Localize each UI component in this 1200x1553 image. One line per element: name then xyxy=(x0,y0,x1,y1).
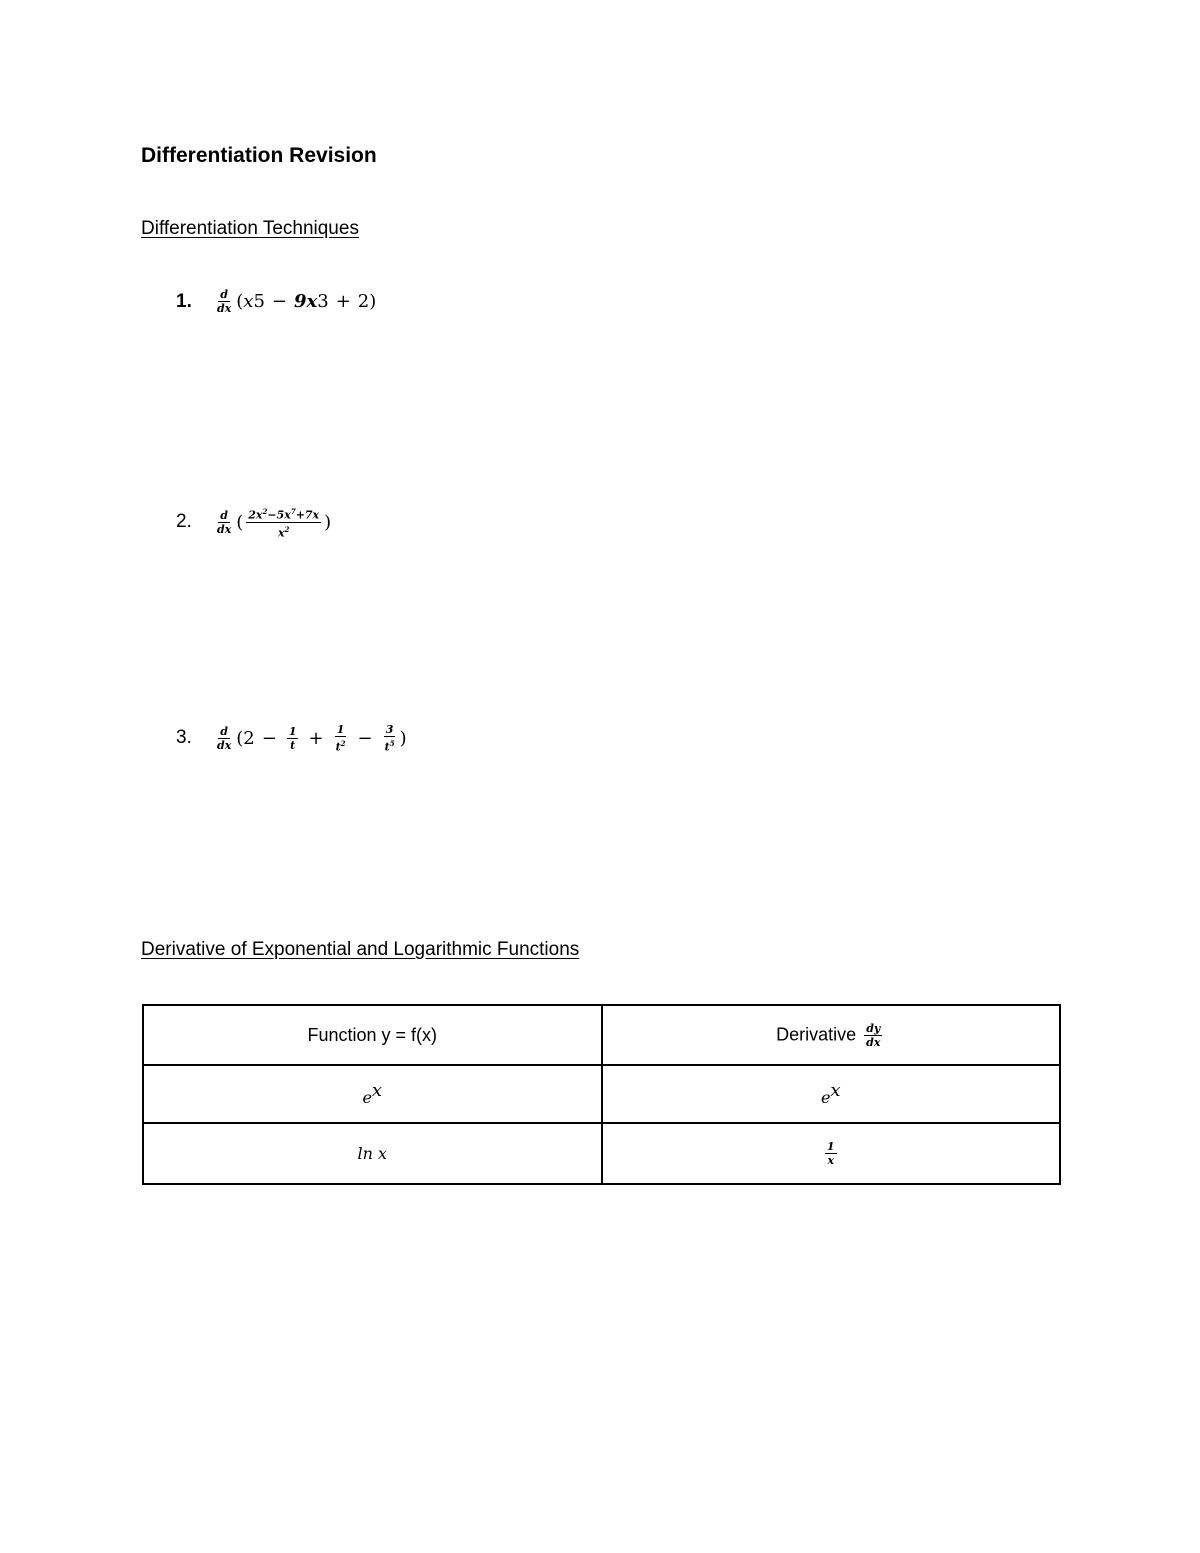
section-heading-techniques: Differentiation Techniques xyxy=(141,218,359,239)
rational-expression: $\frac{2x^2-5x^7+7x}{x^2}$ xyxy=(248,507,320,540)
problem-1: 1. $\frac{d}{dx}$ ( x 5 − 9x 3 + 2 ) xyxy=(176,288,377,315)
section-heading-exp-log: Derivative of Exponential and Logarithmic Functions xyxy=(141,939,580,960)
page-title: Differentiation Revision xyxy=(141,144,377,167)
derivative-operator: $\frac{d}{dx}$ xyxy=(217,288,232,315)
problem-3: 3. $\frac{d}{dx}$ (2 − $\frac{1}{t}$ + $\frac{1}{t^2}$ − $\frac{3}{t^5}$ ) xyxy=(176,723,407,754)
derivative-operator: $\frac{d}{dx}$ xyxy=(217,724,232,752)
table-header-row: Function y = f(x) Derivative $\frac{dy}{dx}$ xyxy=(143,1005,1060,1065)
derivatives-table xyxy=(142,1004,1061,1185)
problem-2: 2. $\frac{d}{dx}$ ( $\frac{2x^2-5x^7+7x}{x^2}$ ) xyxy=(176,507,332,540)
derivative-operator: $\frac{d}{dx}$ xyxy=(217,508,232,536)
table-row: $e^x$ $e^x$ xyxy=(143,1065,1060,1123)
table-row: ln x $\frac{1}{x}$ xyxy=(143,1123,1060,1184)
